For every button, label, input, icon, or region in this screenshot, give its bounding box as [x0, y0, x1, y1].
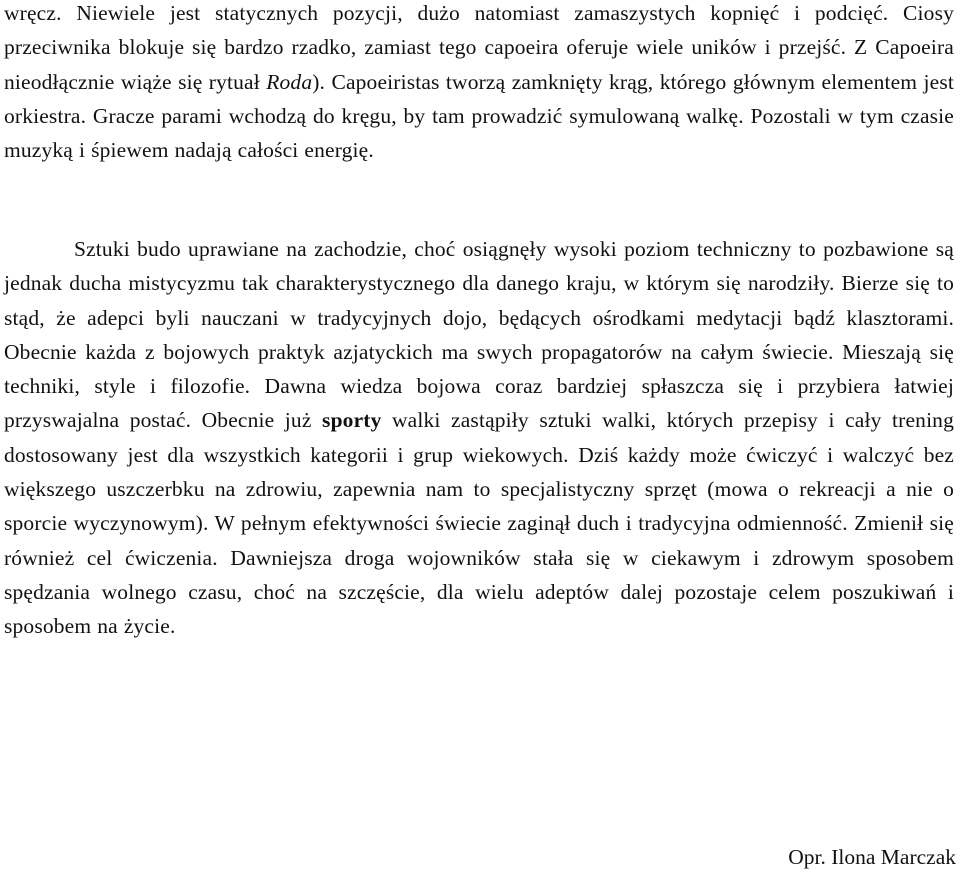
- paragraph-budo: [4, 232, 954, 644]
- paragraph-1-text-end: ). Capoeiristas tworzą zamknięty krąg, którego głównym elementem jest orkiestra. Gracze parami wchodzą do kręgu, by tam prowadzić symulowaną walkę. Pozostali w tym czasie muzyką i śpiewem nadają całości energię.: [4, 69, 954, 163]
- bold-term-sporty: sporty: [322, 408, 382, 433]
- paragraph-2-text-end: walki zastąpiły sztuki walki, których przepisy i cały trening dostosowany jest dla wszystkich kategorii i grup wiekowych. Dziś każdy może ćwiczyć i walczyć bez większego uszczerbku na zdrowiu, zapewnia nam to specjalistyczny sprzęt (mowa o rekreacji a nie o sporcie wyczynowym). W pełnym efektywności świecie zaginął duch i tradycyjna odmienność. Zmienił się również cel ćwiczenia. Dawniejsza droga wojowników stała się w ciekawym i zdrowym sposobem spędzania wolnego czasu, choć na szczęście, dla wielu adeptów dalej pozostaje celem poszukiwań i sposobem na życie.: [4, 408, 954, 639]
- paragraph-2-text-start: Sztuki budo uprawiane na zachodzie, choć osiągnęły wysoki poziom techniczny to pozbawione są jednak ducha mistycyzmu tak charakterystycznego dla danego kraju, w którym się narodziły. Bierze się to stąd, że adepci byli nauczani w tradycyjnych dojo, będących ośrodkami medytacji bądź klasztorami. Obecnie każda z bojowych praktyk azjatyckich ma swych propagatorów na całym świecie. Mieszają się techniki, style i filozofie. Dawna wiedza bojowa coraz bardziej spłaszcza się i przybiera łatwiej przyswajalna postać. Obecnie już: [4, 237, 954, 433]
- paragraph-1-text-start: wręcz. Niewiele jest statycznych pozycji, dużo natomiast zamaszystych kopnięć i podcięć. Ciosy przeciwnika blokuje się bardzo rzadko, zamiast tego capoeira oferuje wiele uników i przejść. Z Capoeira nieodłącznie wiąże się rytuał: [4, 1, 954, 94]
- author-signature: Opr. Ilona Marczak: [788, 845, 956, 869]
- paragraph-capoeira: [4, 0, 954, 167]
- italic-term-roda: Roda: [266, 69, 313, 94]
